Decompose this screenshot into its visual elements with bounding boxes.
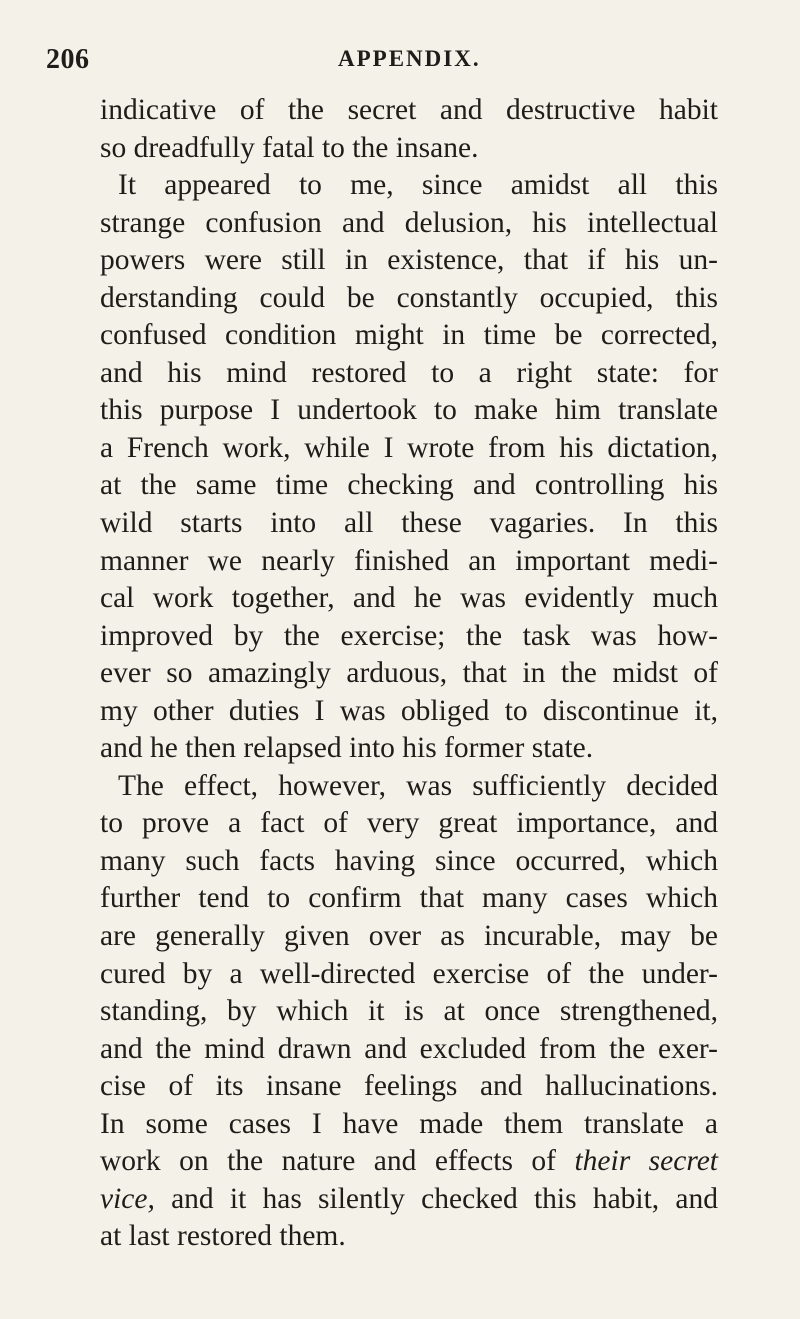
text-line: and the mind drawn and excluded from the exer- [100,1032,718,1065]
text-line: manner we nearly finished an important medi- [100,544,718,577]
text-line: standing, by which it is at once strengthened, [100,995,718,1028]
text-line: ever so amazingly arduous, that in the midst of [100,657,718,690]
text-line: strange confusion and delusion, his intellectual [100,206,718,239]
line-text: work on the nature and effects of [100,1145,575,1178]
text-line: so dreadfully fatal to the insane. [100,131,479,164]
text-line: wild starts into all these vagaries. In this [100,507,718,540]
text-line: to prove a fact of very great importance, and [100,807,718,840]
line-text: and it has silently checked this habit, and [154,1182,718,1215]
text-line: many such facts having since occurred, which [100,844,718,877]
italic-text: vice, [100,1182,155,1215]
text-line: my other duties I was obliged to discontinue it, [100,694,718,727]
text-line: at last restored them. [100,1220,346,1253]
text-line: confused condition might in time be corrected, [100,319,718,352]
italic-text: their secret [574,1145,718,1178]
text-line: powers were still in existence, that if his un- [100,244,718,277]
paragraph-start-line: It appeared to me, since amidst all this [118,169,718,202]
text-line: cured by a well-directed exercise of the under- [100,957,718,990]
text-line: In some cases I have made them translate a [100,1107,718,1140]
text-line: further tend to confirm that many cases which [100,882,718,915]
page-number: 206 [46,44,90,75]
text-line: cal work together, and he was evidently much [100,582,718,615]
text-line: a French work, while I wrote from his dictation, [100,431,718,464]
running-head: APPENDIX. [338,46,481,71]
text-line [100,1181,718,1219]
text-line: are generally given over as incurable, may be [100,920,718,953]
text-line: this purpose I undertook to make him translate [100,394,718,427]
text-line: cise of its insane feelings and hallucinations. [100,1070,718,1103]
text-line: and his mind restored to a right state: for [100,356,718,389]
paragraph-start-line: The effect, however, was sufficiently decided [118,769,718,802]
text-line [100,1143,718,1181]
text-line: derstanding could be constantly occupied, this [100,281,718,314]
text-line: at the same time checking and controlling his [100,469,718,502]
body-text [100,92,718,1256]
text-line: indicative of the secret and destructive habit [100,94,718,126]
text-line: improved by the exercise; the task was how- [100,619,718,652]
page-header [0,44,800,84]
text-line: and he then relapsed into his former state. [100,732,594,765]
